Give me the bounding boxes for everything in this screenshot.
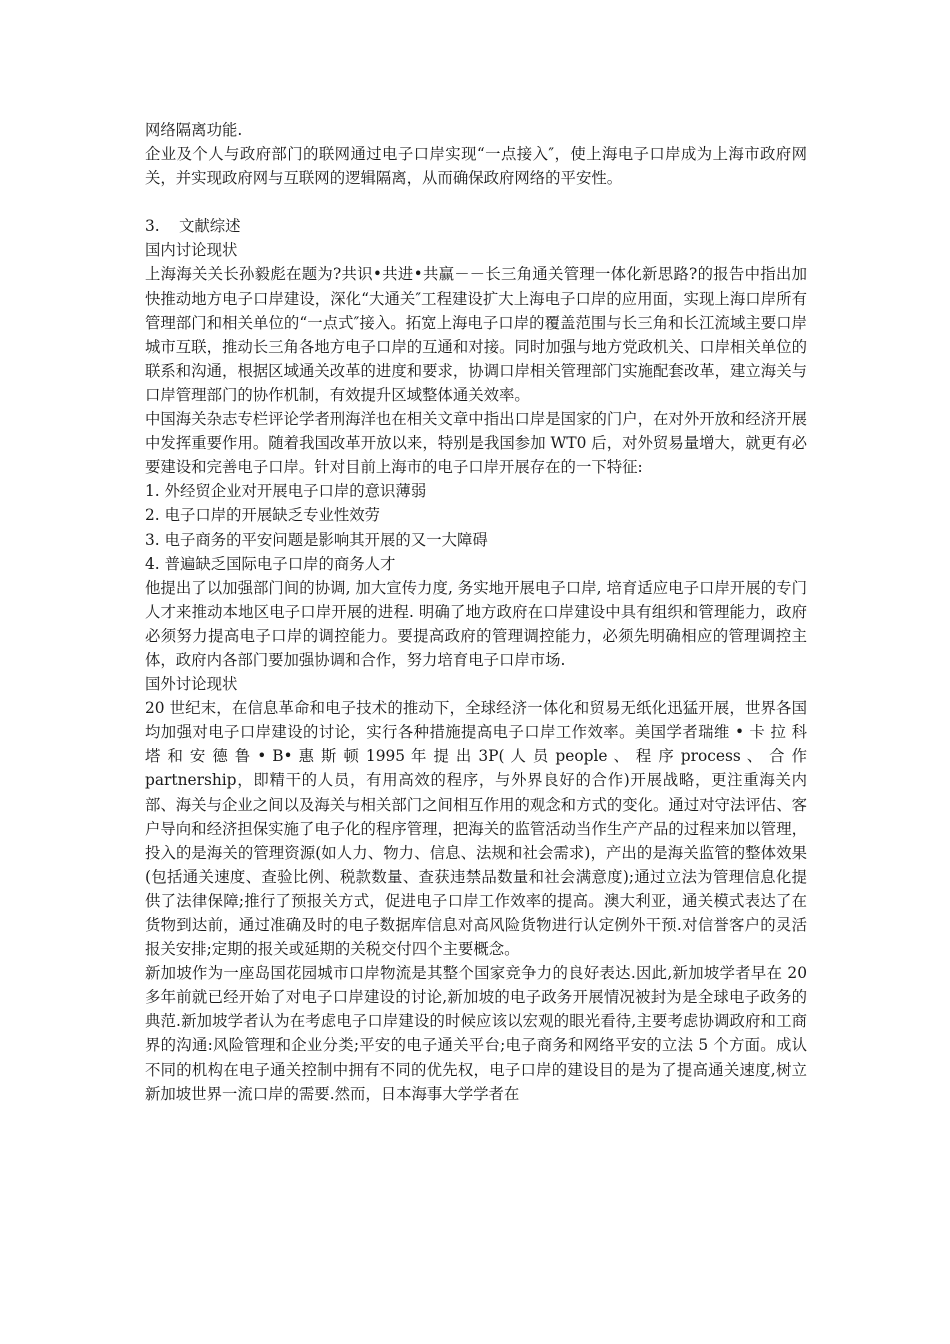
paragraph-domestic-2: 中国海关杂志专栏评论学者刑海洋也在相关文章中指出口岸是国家的门户，在对外开放和经济开展中发挥重要作用。随着我国改革开放以来，特别是我国参加 WT0 后，对外贸易量增大，就更有必要建设和完善电子口岸。针对目前上海市的电子口岸开展存在的一下特征: — [145, 410, 807, 477]
paragraph-portal: 企业及个人与政府部门的联网通过电子口岸实现“一点接入″，使上海电子口岸成为上海市政府网关，并实现政府网与互联网的逻辑隔离，从而确保政府网络的平安性。 — [145, 145, 807, 188]
list-item: 4. 普遍缺乏国际电子口岸的商务人才 — [145, 554, 396, 573]
paragraph-foreign-2: 新加坡作为一座岛国花园城市口岸物流是其整个国家竞争力的良好表达.因此,新加坡学者早在 20 多年前就已经开始了对电子口岸建设的讨论,新加坡的电子政务开展情况被封为是全球电子政务的典范.新加坡学者认为在考虑电子口岸建设的时候应该以宏观的眼光看待,主要考虑协调政府和工商界的沟通:风险管理和企业分类;平安的电子通关平台;电子商务和网络平安的立法 5 个方面。成认不同的机构在电子通关控制中拥有不同的优先权，电子口岸的建设目的是为了提高通关速度,树立新加坡世界一流口岸的需要.然而，日本海事大学学者在 — [145, 964, 807, 1103]
list-item: 2. 电子口岸的开展缺乏专业性效劳 — [145, 506, 381, 525]
paragraph-domestic-1: 上海海关关长孙毅彪在题为?共识•共进•共赢－－长三角通关管理一体化新思路?的报告中指出加快推动地方电子口岸建设，深化“大通关″工程建设扩大上海电子口岸的应用面，实现上海口岸所有管理部门和相关单位的“一点式″接入。拓宽上海电子口岸的覆盖范围与长三角和长江流域主要口岸城市互联，推动长三角各地方电子口岸的互通和对接。同时加强与地方党政机关、口岸相关单位的联系和沟通，根据区域通关改革的进度和要求，协调口岸相关管理部门实施配套改革，建立海关与口岸管理部门的协作机制，有效提升区域整体通关效率。 — [145, 265, 807, 404]
section-title: 文献综述 — [179, 217, 241, 236]
document-page — [145, 118, 807, 1106]
paragraph-foreign-1: 20 世纪末，在信息革命和电子技术的推动下，全球经济一体化和贸易无纸化迅猛开展，世界各国均加强对电子口岸建设的讨论，实行各种措施提高电子口岸工作效率。美国学者瑞维 • 卡 拉 科 塔 和 安 德 鲁 • B• 惠 斯 顿 1995 年 提 出 3P( 人 员 people 、 程 序 process 、 合 作 partnership，即精干的人员，有用高效的程序，与外界良好的合作)开展战略，更注重海关内部、海关与企业之间以及海关与相关部门之间相互作用的观念和方式的变化。通过对守法评估、客户导向和经济担保实施了电子化的程序管理，把海关的监管活动当作生产产品的过程来加以管理，投入的是海关的管理资源(如人力、物力、信息、法规和社会需求)，产出的是海关监管的整体效果(包括通关速度、查验比例、税款数量、查获违禁品数量和社会满意度);通过立法为管理信息化提供了法律保障;推行了预报关方式，促进电子口岸工作效率的提高。澳大利亚，通关模式表达了在货物到达前，通过准确及时的电子数据库信息对高风险货物进行认定例外干预.对信誉客户的灵活报关安排;定期的报关或延期的关税交付四个主要概念。 — [145, 699, 807, 959]
list-item: 3. 电子商务的平安问题是影响其开展的又一大障碍 — [145, 530, 488, 549]
foreign-heading: 国外讨论现状 — [145, 675, 238, 694]
blank-line — [145, 190, 807, 214]
section-heading — [145, 214, 807, 238]
paragraph-intro-end: 网络隔离功能. — [145, 121, 243, 139]
list-item: 1. 外经贸企业对开展电子口岸的意识薄弱 — [145, 482, 427, 501]
section-number: 3. — [145, 217, 160, 236]
domestic-heading: 国内讨论现状 — [145, 241, 238, 260]
paragraph-domestic-3: 他提出了以加强部门间的协调, 加大宣传力度, 务实地开展电子口岸, 培育适应电子口岸开展的专门人才来推动本地区电子口岸开展的进程. 明确了地方政府在口岸建设中具有组织和管理能力，政府必须努力提高电子口岸的调控能力。要提高政府的管理调控能力，必须先明确相应的管理调控主体，政府内各部门要加强协调和合作，努力培育电子口岸市场. — [145, 578, 807, 669]
